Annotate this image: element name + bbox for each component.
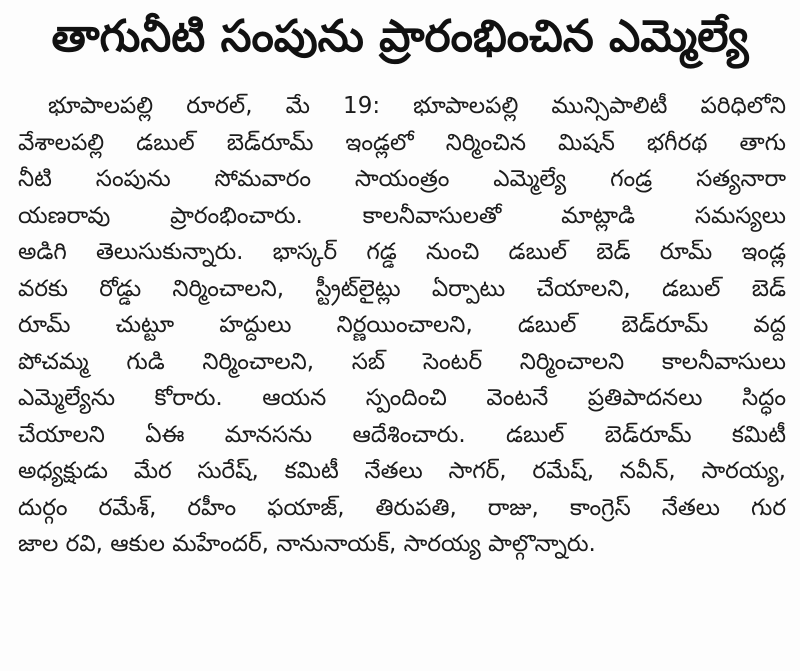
article-line: వరకు రోడ్డు నిర్మించాలని, స్ట్రీట్‌లైట్లు ఏర్పాటు చేయాలని, డబుల్ బెడ్: [18, 275, 786, 302]
article-body: [18, 88, 786, 563]
article-line: వేశాలపల్లి డబుల్ బెడ్‌రూమ్ ఇండ్లలో నిర్మించిన మిషన్ భగీరథ తాగు: [18, 129, 786, 156]
article-line: భూపాలపల్లి రూరల్, మే 19: భూపాలపల్లి మున్సిపాలిటీ పరిధిలోని: [48, 93, 786, 119]
article-line: చేయాలని ఏఈ మానసను ఆదేశించారు. డబుల్ బెడ్‌రూమ్ కమిటీ: [18, 421, 786, 448]
article-line: ఎమ్మెల్యేను కోరారు. ఆయన స్పందించి వెంటనే ప్రతిపాదనలు సిద్ధం: [18, 385, 786, 411]
article-line: జాల రవి, ఆకుల మహేందర్, నానునాయక్, సారయ్య పాల్గొన్నారు.: [18, 531, 596, 557]
article-line: అడిగి తెలుసుకున్నారు. భాస్కర్ గడ్డ నుంచి డబుల్ బెడ్ రూమ్ ఇండ్ల: [18, 239, 786, 265]
article-line: యణరావు ప్రారంభించారు. కాలనీవాసులతో మాట్లాడి సమస్యలు: [18, 202, 786, 229]
article-line: నీటి సంపును సోమవారం సాయంత్రం ఎమ్మెల్యే గండ్ర సత్యనారా: [18, 166, 786, 192]
article-line: రూమ్ చుట్టూ హద్దులు నిర్ణయించాలని, డబుల్ బెడ్‌రూమ్ వద్ద: [18, 312, 786, 338]
article-headline: తాగునీటి సంపును ప్రారంభించిన ఎమ్మెల్యే: [51, 11, 749, 62]
article-line: పోచమ్మ గుడి నిర్మించాలని, సబ్ సెంటర్ నిర్మించాలని కాలనీవాసులు: [18, 348, 786, 375]
article-line: అధ్యక్షుడు మేర సురేష్, కమిటీ నేతలు సాగర్, రమేష్, నవీన్, సారయ్య,: [18, 458, 786, 484]
article-line: దుర్గం రమేశ్, రహీం ఫయాజ్, తిరుపతి, రాజు, కాంగ్రెస్ నేతలు గుర: [18, 494, 786, 521]
